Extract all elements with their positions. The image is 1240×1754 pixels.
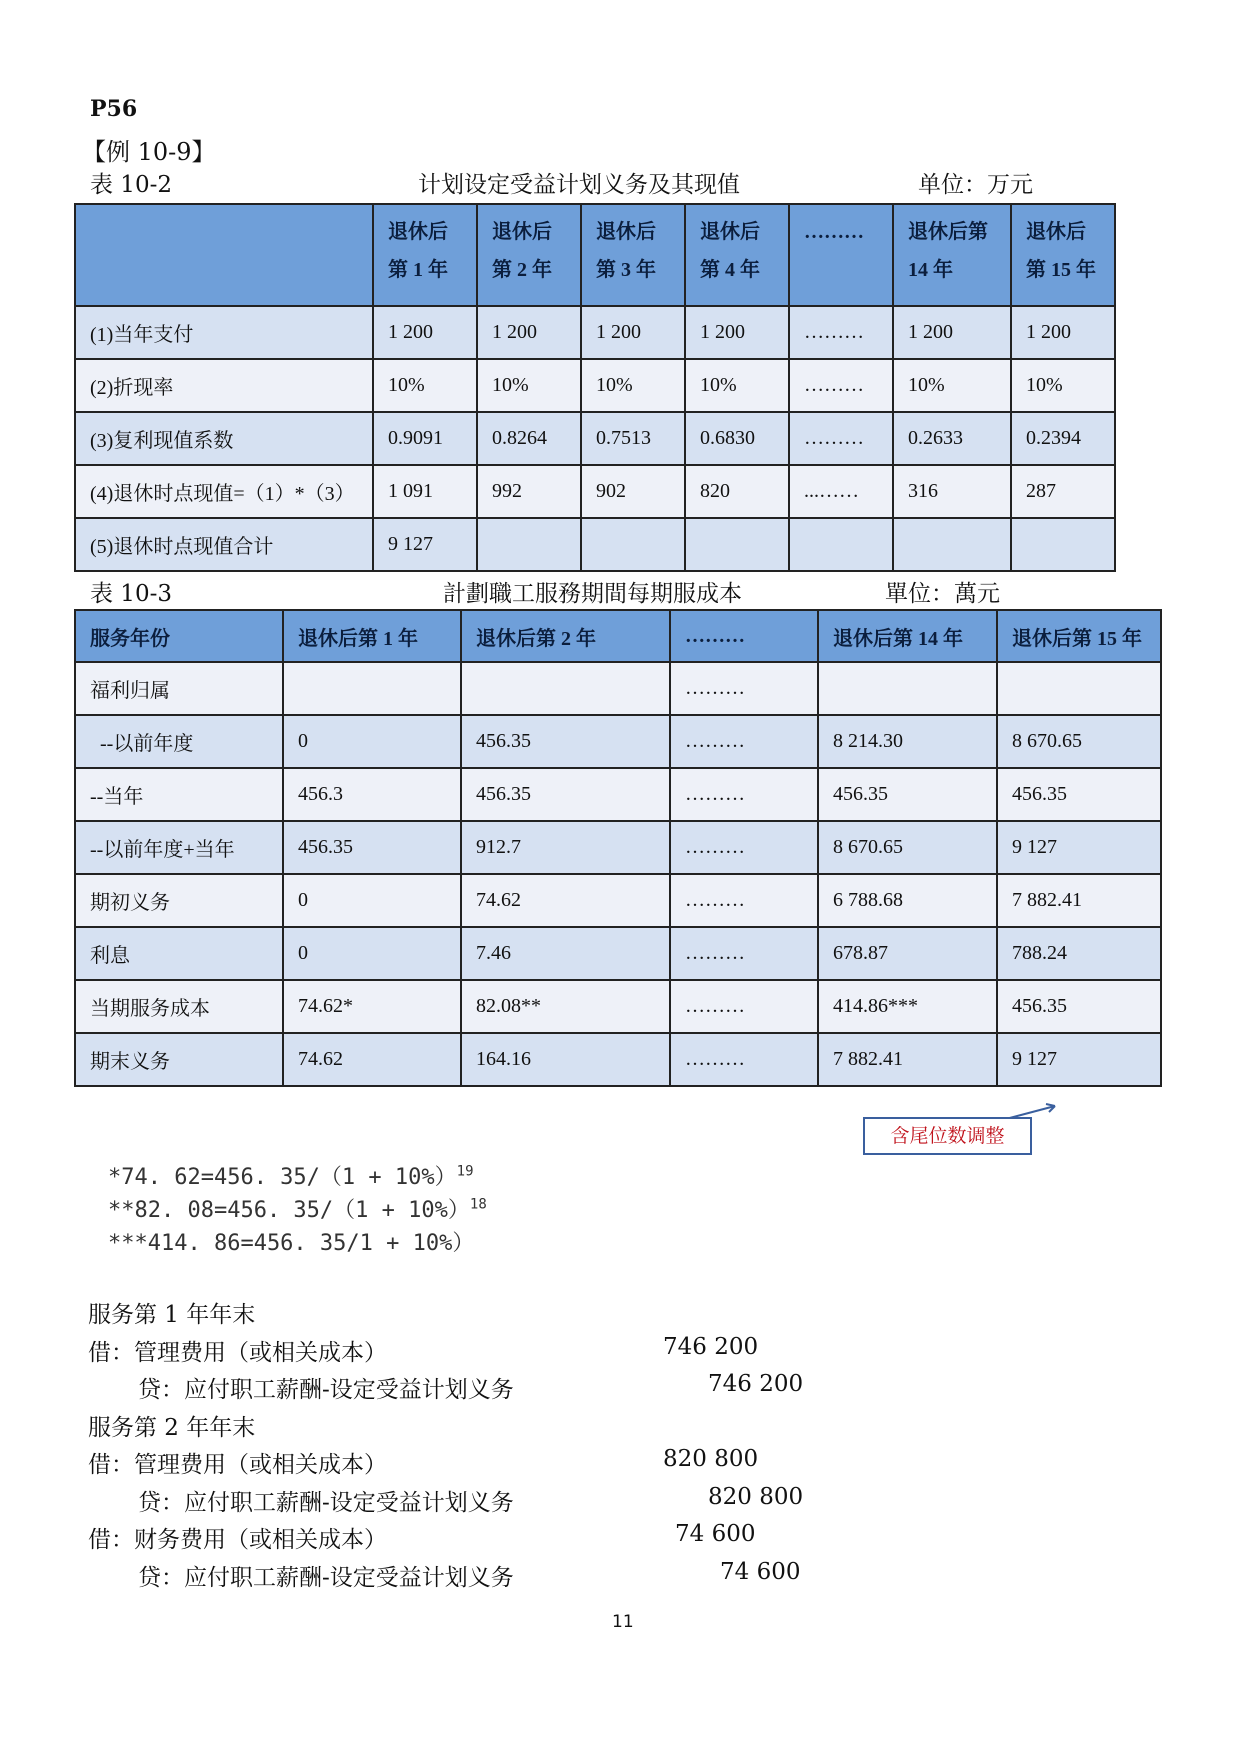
journal-line: 服务第 2 年年末 — [88, 1414, 256, 1441]
table-cell: 456.35 — [461, 768, 670, 821]
table2-unit: 單位：萬元 — [885, 581, 1000, 607]
table-cell: 7.46 — [461, 927, 670, 980]
journal-amount: 820 800 — [708, 1483, 804, 1510]
table-cell: 456.35 — [461, 715, 670, 768]
table-cell: ……… — [670, 980, 818, 1033]
row-label: 福利归属 — [75, 662, 283, 715]
table2-header-cell: 退休后第 1 年 — [283, 610, 461, 662]
table-row — [75, 518, 1115, 571]
table-cell: 9 127 — [373, 518, 477, 571]
table2-number: 表 10-3 — [90, 581, 172, 607]
table-cell: 456.35 — [283, 821, 461, 874]
table-cell: 9 127 — [997, 821, 1161, 874]
table-cell — [893, 518, 1011, 571]
table2-header-cell: 退休后第 2 年 — [461, 610, 670, 662]
table-cell: 10% — [581, 359, 685, 412]
table2-header-cell: 退休后第 14 年 — [818, 610, 997, 662]
row-label: 当期服务成本 — [75, 980, 283, 1033]
table-cell: 0.2633 — [893, 412, 1011, 465]
table-cell: ...…… — [789, 465, 893, 518]
table-row — [75, 821, 1161, 874]
journal-line: 借：管理费用（或相关成本） — [88, 1452, 387, 1478]
table-cell: 456.35 — [997, 768, 1161, 821]
table-cell: ……… — [670, 1033, 818, 1086]
table-cell — [477, 518, 581, 571]
table-cell — [461, 662, 670, 715]
journal-amount: 74 600 — [675, 1521, 756, 1547]
table-cell: ……… — [789, 306, 893, 359]
table-cell: 10% — [893, 359, 1011, 412]
table2-title: 計劃職工服務期間每期服成本 — [443, 581, 742, 607]
table-cell: 0.9091 — [373, 412, 477, 465]
page-label: P56 — [90, 96, 138, 122]
row-label: (2)折现率 — [75, 359, 373, 412]
table1-header-cell: 退休后 第 3 年 — [581, 204, 685, 306]
table-cell: 10% — [1011, 359, 1115, 412]
row-label: (3)复利现值系数 — [75, 412, 373, 465]
row-label: --以前年度 — [75, 715, 283, 768]
table-row — [75, 662, 1161, 715]
table-cell: ……… — [789, 412, 893, 465]
table-cell: 0 — [283, 927, 461, 980]
table-cell — [997, 662, 1161, 715]
table-cell — [818, 662, 997, 715]
journal-line: 贷：应付职工薪酬-设定受益计划义务 — [138, 1377, 514, 1403]
table-cell: 10% — [477, 359, 581, 412]
table-cell — [283, 662, 461, 715]
table1-unit: 单位：万元 — [918, 172, 1033, 198]
table-cell: 1 200 — [581, 306, 685, 359]
table-cell — [1011, 518, 1115, 571]
table-cell: 1 200 — [373, 306, 477, 359]
table-cell: 0.7513 — [581, 412, 685, 465]
table-cell: 1 200 — [1011, 306, 1115, 359]
table-plan-obligation — [74, 203, 1116, 572]
row-label: (5)退休时点现值合计 — [75, 518, 373, 571]
table2-header-cell: 服务年份 — [75, 610, 283, 662]
table-row — [75, 980, 1161, 1033]
table-cell: 912.7 — [461, 821, 670, 874]
table-cell: 8 214.30 — [818, 715, 997, 768]
table-cell: 74.62 — [283, 1033, 461, 1086]
table-cell: 0.6830 — [685, 412, 789, 465]
table-cell: 0.8264 — [477, 412, 581, 465]
table2-header-cell: 退休后第 15 年 — [997, 610, 1161, 662]
table-cell: 6 788.68 — [818, 874, 997, 927]
journal-amount: 820 800 — [663, 1446, 759, 1472]
table-cell — [789, 518, 893, 571]
table-row — [75, 465, 1115, 518]
table-cell: 74.62 — [461, 874, 670, 927]
footnote-formula: **82. 08=456. $35/(1 + 10\%)^{18}$ — [108, 1196, 487, 1223]
table-cell: 1 200 — [893, 306, 1011, 359]
table1-number: 表 10-2 — [90, 172, 172, 198]
row-label: (4)退休时点现值=（1）*（3） — [75, 465, 373, 518]
table-cell: 456.35 — [818, 768, 997, 821]
table-cell: 678.87 — [818, 927, 997, 980]
table-row — [75, 874, 1161, 927]
journal-line: 贷：应付职工薪酬-设定受益计划义务 — [138, 1489, 514, 1516]
page-number: 11 — [612, 1612, 634, 1632]
table-row — [75, 306, 1115, 359]
table1-header-cell: 退休后第 14 年 — [893, 204, 1011, 306]
journal-line: 服务第 1 年年末 — [88, 1302, 256, 1328]
table-cell: ……… — [670, 715, 818, 768]
table-service-cost — [74, 609, 1162, 1087]
journal-line: 借：财务费用（或相关成本） — [88, 1527, 387, 1553]
table-cell: 414.86*** — [818, 980, 997, 1033]
table-cell: 287 — [1011, 465, 1115, 518]
table-row — [75, 1033, 1161, 1086]
table-cell: 8 670.65 — [997, 715, 1161, 768]
table-cell: ……… — [670, 874, 818, 927]
row-label: (1)当年支付 — [75, 306, 373, 359]
table1-header-cell: ……… — [789, 204, 893, 306]
table-cell: 0 — [283, 874, 461, 927]
journal-line: 贷：应付职工薪酬-设定受益计划义务 — [138, 1564, 514, 1591]
table-cell: 9 127 — [997, 1033, 1161, 1086]
table-cell: 0 — [283, 715, 461, 768]
table-cell — [581, 518, 685, 571]
table-cell — [685, 518, 789, 571]
row-label: --以前年度+当年 — [75, 821, 283, 874]
table-cell: 1 091 — [373, 465, 477, 518]
table1-header-cell: 退休后 第 1 年 — [373, 204, 477, 306]
table1-title: 计划设定受益计划义务及其现值 — [418, 172, 740, 198]
footnote-formula: ***414. 86=456. 35/1 + 10%） — [108, 1231, 475, 1256]
journal-amount: 74 600 — [720, 1558, 801, 1585]
table-cell: 1 200 — [685, 306, 789, 359]
table-cell: 7 882.41 — [997, 874, 1161, 927]
table-cell: 7 882.41 — [818, 1033, 997, 1086]
table-cell: 10% — [685, 359, 789, 412]
row-label: 期末义务 — [75, 1033, 283, 1086]
table-cell: 902 — [581, 465, 685, 518]
table-cell: 1 200 — [477, 306, 581, 359]
table-cell: 74.62* — [283, 980, 461, 1033]
table-cell: 820 — [685, 465, 789, 518]
example-label: 【例 10-9】 — [82, 138, 216, 166]
table-row — [75, 412, 1115, 465]
table-cell: ……… — [670, 927, 818, 980]
row-label: --当年 — [75, 768, 283, 821]
journal-amount: 746 200 — [663, 1333, 759, 1360]
table-row — [75, 359, 1115, 412]
table-cell: 992 — [477, 465, 581, 518]
table1-header-cell: 退休后 第 4 年 — [685, 204, 789, 306]
table-cell: ……… — [670, 768, 818, 821]
table-cell: 10% — [373, 359, 477, 412]
rounding-callout: 含尾位数调整 — [863, 1117, 1032, 1155]
row-label: 利息 — [75, 927, 283, 980]
table-cell: 82.08** — [461, 980, 670, 1033]
table1-header-cell — [75, 204, 373, 306]
table-cell: 8 670.65 — [818, 821, 997, 874]
table-row — [75, 927, 1161, 980]
table-cell: 456.3 — [283, 768, 461, 821]
table1-header-cell: 退休后 第 15 年 — [1011, 204, 1115, 306]
table-row — [75, 715, 1161, 768]
footnote-formula: *74. 62=456. $35/(1 + 10\%)^{19}$ — [108, 1163, 474, 1190]
journal-amount: 746 200 — [708, 1371, 804, 1397]
table-cell: 456.35 — [997, 980, 1161, 1033]
table-cell: ……… — [789, 359, 893, 412]
row-label: 期初义务 — [75, 874, 283, 927]
table1-header-cell: 退休后 第 2 年 — [477, 204, 581, 306]
table2-header-cell: ……… — [670, 610, 818, 662]
table-cell: 164.16 — [461, 1033, 670, 1086]
table-cell: ……… — [670, 662, 818, 715]
table-cell: 316 — [893, 465, 1011, 518]
table-row — [75, 768, 1161, 821]
table-cell: 788.24 — [997, 927, 1161, 980]
journal-line: 借：管理费用（或相关成本） — [88, 1339, 387, 1366]
table-cell: ……… — [670, 821, 818, 874]
table-cell: 0.2394 — [1011, 412, 1115, 465]
